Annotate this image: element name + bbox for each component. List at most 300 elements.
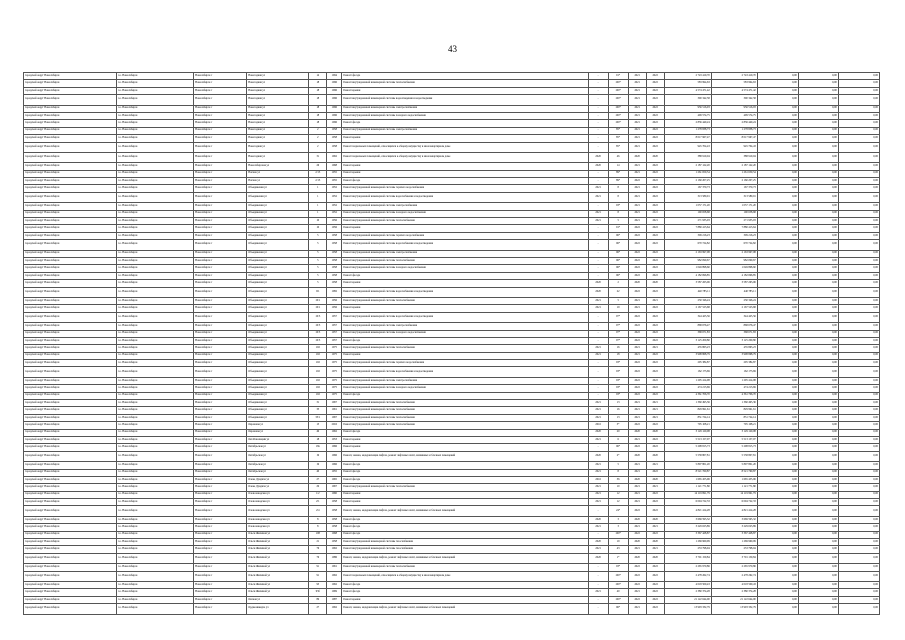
cell-y1: 2022 — [628, 392, 646, 399]
cell-z1: 0,00 — [757, 73, 798, 80]
cell-qty: 100* — [608, 105, 628, 112]
cell-z2: 0,00 — [798, 377, 838, 384]
cell-unit: - — [588, 392, 608, 399]
cell-y1: 2021 — [628, 400, 646, 407]
cell-work: Ремонт, замена, модернизация лифтов, ремонт лифтовых шахт, машинных и блочных помещений — [342, 604, 588, 614]
cell-y1: 2022 — [628, 265, 646, 272]
cell-street: Оловозаводская ул — [247, 506, 309, 516]
cell-qty: 20 — [608, 429, 628, 436]
cell-house: 2 — [309, 135, 327, 142]
cell-y1: 2021 — [628, 170, 646, 177]
cell-y2: 2022 — [646, 330, 664, 337]
cell-district: городской округ Новосибирск — [24, 352, 117, 359]
cell-qty: 89* — [608, 170, 628, 177]
cell-y2: 2022 — [646, 95, 664, 105]
cell-unit: 2020 — [588, 539, 608, 546]
table-row — [24, 499, 880, 506]
cell-unit: - — [588, 506, 608, 516]
cell-locality: Новосибирск г — [194, 444, 247, 451]
cell-cost: 2 163 997,08 — [664, 250, 711, 257]
cell-cost2: 831 724,14 — [711, 414, 757, 421]
cell-house: 1 — [309, 192, 327, 202]
cell-house: 1 — [309, 210, 327, 217]
cell-y1: 2022 — [628, 272, 646, 279]
cell-year: 2016 — [327, 422, 342, 429]
cell-y2: 2020 — [646, 553, 664, 563]
cell-settlement: г.о. Новосибирск — [117, 392, 194, 399]
cell-work: Ремонт внутридомовой инженерной системы теплоснабжения — [342, 414, 588, 421]
cell-street: Октябрьская ул — [247, 444, 309, 451]
cell-unit: 2021 — [588, 345, 608, 352]
cell-settlement: г.о. Новосибирск — [117, 112, 194, 119]
cell-house: 102 — [309, 345, 327, 352]
cell-z2: 0,00 — [798, 95, 838, 105]
cell-work: Ремонт, замена, модернизация лифтов, ремонт лифтовых шахт, машинных и блочных помещений — [342, 553, 588, 563]
cell-work: Ремонт крыши — [342, 305, 588, 312]
cell-y2: 2022 — [646, 491, 664, 498]
cell-district: городской округ Новосибирск — [24, 414, 117, 421]
cell-z1: 0,00 — [757, 345, 798, 352]
table-row — [24, 178, 880, 185]
cell-z2: 0,00 — [798, 392, 838, 399]
cell-cost: 440 785,11 — [664, 287, 711, 297]
cell-work: Ремонт крыши — [342, 596, 588, 603]
cell-year: 1966 — [327, 451, 342, 461]
table-row — [24, 360, 880, 367]
table-row — [24, 345, 880, 352]
cell-z2: 0,00 — [798, 265, 838, 272]
cell-y1: 2022 — [628, 531, 646, 538]
cell-z3: 0,00 — [838, 444, 879, 451]
cell-y1: 2021 — [628, 589, 646, 596]
cell-qty: 100* — [608, 582, 628, 589]
cell-year: 1966 — [327, 462, 342, 469]
cell-cost: 831 724,14 — [664, 414, 711, 421]
cell-z1: 0,00 — [757, 604, 798, 614]
cell-locality: Новосибирск г — [194, 330, 247, 337]
cell-unit: 2021 — [588, 589, 608, 596]
cell-z3: 0,00 — [838, 476, 879, 483]
cell-work: Ремонт внутридомовой инженерной системы холодного водоснабжения — [342, 330, 588, 337]
cell-locality: Новосибирск г — [194, 232, 247, 239]
cell-z1: 0,00 — [757, 571, 798, 581]
cell-district: городской округ Новосибирск — [24, 499, 117, 506]
cell-locality: Новосибирск г — [194, 312, 247, 322]
cell-work: Ремонт внутридомовой инженерной системы электроснабжения — [342, 250, 588, 257]
cell-y1: 2022 — [628, 582, 646, 589]
cell-y2: 2020 — [646, 516, 664, 523]
cell-z2: 0,00 — [798, 257, 838, 264]
table-row — [24, 604, 880, 614]
cell-qty: 3 — [608, 516, 628, 523]
table-row — [24, 127, 880, 134]
cell-work: Ремонт внутридомовой инженерной системы электроснабжения — [342, 323, 588, 330]
cell-district: городской округ Новосибирск — [24, 337, 117, 344]
cell-locality: Новосибирск г — [194, 571, 247, 581]
cell-settlement: г.о. Новосибирск — [117, 178, 194, 185]
cell-district: городской округ Новосибирск — [24, 185, 117, 192]
cell-district: городской округ Новосибирск — [24, 571, 117, 581]
cell-settlement: г.о. Новосибирск — [117, 531, 194, 538]
cell-y1: 2021 — [628, 163, 646, 170]
cell-y1: 2021 — [628, 297, 646, 304]
cell-year: 1975 — [327, 352, 342, 359]
cell-settlement: г.о. Новосибирск — [117, 444, 194, 451]
cell-settlement: г.о. Новосибирск — [117, 546, 194, 553]
cell-locality: Новосибирск г — [194, 210, 247, 217]
cell-work: Ремонт внутридомовой инженерной системы холодного водоснабжения — [342, 265, 588, 272]
cell-y2: 2022 — [646, 87, 664, 94]
cell-cost: 344 425,56 — [664, 312, 711, 322]
cell-z2: 0,00 — [798, 250, 838, 257]
cell-z1: 0,00 — [757, 516, 798, 523]
cell-year: 1967 — [327, 414, 342, 421]
cell-settlement: г.о. Новосибирск — [117, 422, 194, 429]
cell-unit: 2020 — [588, 451, 608, 461]
cell-qty: 19 — [608, 305, 628, 312]
cell-y1: 2022 — [628, 564, 646, 571]
cell-locality: Новосибирск г — [194, 476, 247, 483]
cell-work: Ремонт, замена, модернизация лифтов, ремонт лифтовых шахт, машинных и блочных помещений — [342, 451, 588, 461]
cell-house: 76 — [309, 553, 327, 563]
table-row — [24, 297, 880, 304]
cell-year: 1967 — [327, 484, 342, 491]
cell-work: Ремонт внутридомовой инженерной системы холодного водоснабжения — [342, 385, 588, 392]
cell-house: 33/1 — [309, 414, 327, 421]
cell-year: 1996 — [327, 105, 342, 112]
cell-cost2: 368 671,83 — [711, 330, 757, 337]
cell-unit: - — [588, 80, 608, 87]
cell-district: городской округ Новосибирск — [24, 422, 117, 429]
cell-year: 1962 — [327, 546, 342, 553]
cell-y2: 2022 — [646, 287, 664, 297]
cell-z1: 0,00 — [757, 589, 798, 596]
cell-unit: 2021 — [588, 436, 608, 443]
cell-settlement: г.о. Новосибирск — [117, 287, 194, 297]
cell-settlement: г.о. Новосибирск — [117, 462, 194, 469]
cell-locality: Новосибирск г — [194, 337, 247, 344]
cell-z1: 0,00 — [757, 337, 798, 344]
cell-qty: 96* — [608, 257, 628, 264]
cell-z1: 0,00 — [757, 352, 798, 359]
cell-y2: 2022 — [646, 185, 664, 192]
table-row — [24, 553, 880, 563]
cell-settlement: г.о. Новосибирск — [117, 491, 194, 498]
cell-z1: 0,00 — [757, 330, 798, 337]
cell-district: городской округ Новосибирск — [24, 135, 117, 142]
cell-z1: 0,00 — [757, 407, 798, 414]
cell-locality: Новосибирск г — [194, 367, 247, 377]
cell-cost2: 1 049 898,60 — [711, 265, 757, 272]
cell-y1: 2020 — [628, 429, 646, 436]
cell-unit: - — [588, 135, 608, 142]
cell-unit: 2020 — [588, 152, 608, 162]
cell-cost2: 5 513 157,07 — [711, 436, 757, 443]
cell-work: Ремонт внутридомовой инженерной системы водоснабжения и водоотведения — [342, 287, 588, 297]
table-row — [24, 305, 880, 312]
table-row — [24, 524, 880, 531]
cell-street: Ольги Жилиной ул — [247, 539, 309, 546]
cell-z2: 0,00 — [798, 407, 838, 414]
cell-y2: 2022 — [646, 135, 664, 142]
cell-cost: 4 821 414,28 — [664, 506, 711, 516]
cell-work: Ремонт крыши — [342, 499, 588, 506]
cell-unit: 2021 — [588, 305, 608, 312]
cell-unit: - — [588, 582, 608, 589]
cell-locality: Новосибирск г — [194, 240, 247, 250]
cell-z1: 0,00 — [757, 312, 798, 322]
cell-z3: 0,00 — [838, 345, 879, 352]
cell-qty: 93* — [608, 377, 628, 384]
cell-cost: 3 229 023,89 — [664, 524, 711, 531]
cell-qty: 16 — [608, 407, 628, 414]
cell-district: городской округ Новосибирск — [24, 272, 117, 279]
cell-y1: 2021 — [628, 135, 646, 142]
cell-z2: 0,00 — [798, 297, 838, 304]
cell-year: 1958 — [327, 516, 342, 523]
cell-street: Новосибирская ул — [247, 163, 309, 170]
cell-cost2: 3 701 159,84 — [711, 553, 757, 563]
cell-year: 1958 — [327, 524, 342, 531]
cell-y2: 2022 — [646, 436, 664, 443]
cell-house: 89 — [309, 596, 327, 603]
cell-settlement: г.о. Новосибирск — [117, 280, 194, 287]
cell-house: 2/13 — [309, 170, 327, 177]
cell-z1: 0,00 — [757, 192, 798, 202]
cell-y2: 2022 — [646, 192, 664, 202]
cell-house: 5 — [309, 257, 327, 264]
cell-locality: Новосибирск г — [194, 120, 247, 127]
table-row — [24, 210, 880, 217]
cell-y2: 2022 — [646, 257, 664, 264]
cell-z2: 0,00 — [798, 385, 838, 392]
table-row — [24, 170, 880, 177]
cell-locality: Новосибирск г — [194, 225, 247, 232]
cell-cost2: 1 360 495,36 — [711, 400, 757, 407]
cell-unit: - — [588, 377, 608, 384]
cell-unit: - — [588, 272, 608, 279]
cell-cost: 945 704,43 — [664, 142, 711, 152]
cell-cost: 6 094 722,33 — [664, 499, 711, 506]
table-row — [24, 163, 880, 170]
cell-settlement: г.о. Новосибирск — [117, 385, 194, 392]
cell-y2: 2022 — [646, 571, 664, 581]
cell-cost: 5 558 807,81 — [664, 451, 711, 461]
cell-z3: 0,00 — [838, 546, 879, 553]
cell-unit: 2021 — [588, 192, 608, 202]
cell-unit: - — [588, 265, 608, 272]
cell-cost2: 7 880 413,64 — [711, 225, 757, 232]
cell-z2: 0,00 — [798, 499, 838, 506]
cell-district: городской округ Новосибирск — [24, 152, 117, 162]
cell-district: городской округ Новосибирск — [24, 407, 117, 414]
cell-cost2: 868 676,47 — [711, 323, 757, 330]
cell-cost: 499 574,75 — [664, 112, 711, 119]
cell-cost: 2 380 374,28 — [664, 589, 711, 596]
cell-street: Новогодняя ул — [247, 87, 309, 94]
cell-y1: 2021 — [628, 352, 646, 359]
cell-district: городской округ Новосибирск — [24, 491, 117, 498]
cell-settlement: г.о. Новосибирск — [117, 589, 194, 596]
cell-cost2: 230 346,24 — [711, 297, 757, 304]
cell-y1: 2022 — [628, 330, 646, 337]
cell-cost2: 167 370,73 — [711, 185, 757, 192]
cell-year: 1982 — [327, 287, 342, 297]
cell-unit: 2021 — [588, 462, 608, 469]
cell-district: городской округ Новосибирск — [24, 444, 117, 451]
cell-qty: 12 — [608, 491, 628, 498]
cell-y1: 2021 — [628, 127, 646, 134]
cell-z1: 0,00 — [757, 305, 798, 312]
cell-z3: 0,00 — [838, 203, 879, 210]
cell-settlement: г.о. Новосибирск — [117, 407, 194, 414]
table-row — [24, 385, 880, 392]
cell-z1: 0,00 — [757, 265, 798, 272]
cell-street: Ольги Жилиной ул — [247, 531, 309, 538]
cell-qty: 100* — [608, 571, 628, 581]
cell-year: 1996 — [327, 112, 342, 119]
cell-settlement: г.о. Новосибирск — [117, 272, 194, 279]
cell-cost: 2 167 523,68 — [664, 305, 711, 312]
cell-settlement: г.о. Новосибирск — [117, 203, 194, 210]
cell-z3: 0,00 — [838, 429, 879, 436]
cell-z3: 0,00 — [838, 272, 879, 279]
cell-year: 1956 — [327, 225, 342, 232]
cell-locality: Новосибирск г — [194, 323, 247, 330]
cell-qty: 100* — [608, 112, 628, 119]
cell-z1: 0,00 — [757, 250, 798, 257]
cell-year: 1958 — [327, 240, 342, 250]
cell-street: Объединения ул — [247, 367, 309, 377]
cell-z1: 0,00 — [757, 112, 798, 119]
cell-y1: 2021 — [628, 112, 646, 119]
cell-qty: 97* — [608, 312, 628, 322]
cell-year: 1994 — [327, 73, 342, 80]
cell-y1: 2022 — [628, 571, 646, 581]
cell-locality: Новосибирск г — [194, 297, 247, 304]
cell-z1: 0,00 — [757, 596, 798, 603]
cell-district: городской округ Новосибирск — [24, 287, 117, 297]
cell-unit: 2021 — [588, 546, 608, 553]
cell-z1: 0,00 — [757, 564, 798, 571]
cell-cost2: 21 122 644,00 — [711, 596, 757, 603]
cell-street: Октябрьская ул — [247, 469, 309, 476]
cell-qty: 97* — [608, 323, 628, 330]
cell-y1: 2022 — [628, 337, 646, 344]
table-row — [24, 414, 880, 421]
cell-z2: 0,00 — [798, 539, 838, 546]
cell-unit: - — [588, 73, 608, 80]
cell-z1: 0,00 — [757, 360, 798, 367]
cell-qty: 97* — [608, 337, 628, 344]
cell-cost: 4 018 509,43 — [664, 582, 711, 589]
cell-street: Объединения ул — [247, 330, 309, 337]
cell-settlement: г.о. Новосибирск — [117, 192, 194, 202]
cell-z2: 0,00 — [798, 330, 838, 337]
cell-cost: 2 265 970,86 — [664, 564, 711, 571]
cell-locality: Новосибирск г — [194, 392, 247, 399]
cell-z2: 0,00 — [798, 203, 838, 210]
cell-y2: 2022 — [646, 444, 664, 451]
page-number: 43 — [448, 44, 457, 54]
cell-y1: 2021 — [628, 462, 646, 469]
cell-district: городской округ Новосибирск — [24, 553, 117, 563]
cell-qty: 100* — [608, 531, 628, 538]
cell-qty: 89* — [608, 178, 628, 185]
cell-y2: 2020 — [646, 476, 664, 483]
cell-z1: 0,00 — [757, 524, 798, 531]
table-row — [24, 337, 880, 344]
cell-unit: - — [588, 367, 608, 377]
table-row — [24, 531, 880, 538]
cell-cost: 390 342,58 — [664, 95, 711, 105]
table-row — [24, 312, 880, 322]
cell-settlement: г.о. Новосибирск — [117, 596, 194, 603]
cell-house: 102 — [309, 367, 327, 377]
cell-cost: 388 919,04 — [664, 152, 711, 162]
cell-locality: Новосибирск г — [194, 377, 247, 384]
cell-street: Октябрьская ул — [247, 451, 309, 461]
cell-z2: 0,00 — [798, 589, 838, 596]
cell-street: Олеко Дундича ул — [247, 484, 309, 491]
table-row — [24, 192, 880, 202]
cell-cost2: 313 589,91 — [711, 192, 757, 202]
cell-z1: 0,00 — [757, 142, 798, 152]
cell-district: городской округ Новосибирск — [24, 392, 117, 399]
table-row — [24, 422, 880, 429]
cell-year: 1953 — [327, 436, 342, 443]
cell-cost: 1 360 495,36 — [664, 400, 711, 407]
cell-street: Объединения ул — [247, 203, 309, 210]
cell-z3: 0,00 — [838, 422, 879, 429]
cell-settlement: г.о. Новосибирск — [117, 499, 194, 506]
cell-unit: - — [588, 120, 608, 127]
cell-year: 1958 — [327, 127, 342, 134]
cell-z2: 0,00 — [798, 112, 838, 119]
cell-y1: 2021 — [628, 305, 646, 312]
cell-y2: 2021 — [646, 218, 664, 225]
cell-z1: 0,00 — [757, 257, 798, 264]
cell-settlement: г.о. Новосибирск — [117, 73, 194, 80]
cell-cost2: 2 478 262,74 — [711, 571, 757, 581]
cell-district: городской округ Новосибирск — [24, 95, 117, 105]
table-row — [24, 571, 880, 581]
cell-qty: 5 — [608, 218, 628, 225]
cell-cost2: 271 935,03 — [711, 218, 757, 225]
cell-unit: - — [588, 127, 608, 134]
cell-z3: 0,00 — [838, 491, 879, 498]
cell-z1: 0,00 — [757, 539, 798, 546]
cell-locality: Новосибирск г — [194, 596, 247, 603]
cell-house: 102 — [309, 385, 327, 392]
cell-y1: 2021 — [628, 407, 646, 414]
cell-cost: 3 669 595,32 — [664, 516, 711, 523]
cell-y1: 2021 — [628, 80, 646, 87]
cell-settlement: г.о. Новосибирск — [117, 360, 194, 367]
cell-qty: 93* — [608, 203, 628, 210]
cell-z2: 0,00 — [798, 232, 838, 239]
cell-cost2: 440 785,11 — [711, 287, 757, 297]
cell-y1: 2022 — [628, 178, 646, 185]
table-row — [24, 589, 880, 596]
cell-qty: 14 — [608, 163, 628, 170]
cell-year: 1962 — [327, 571, 342, 581]
cell-house: 31 — [309, 400, 327, 407]
cell-cost: 5 897 801,20 — [664, 462, 711, 469]
cell-y2: 2021 — [646, 400, 664, 407]
cell-year: 1958 — [327, 142, 342, 152]
cell-street: Объединения ул — [247, 210, 309, 217]
